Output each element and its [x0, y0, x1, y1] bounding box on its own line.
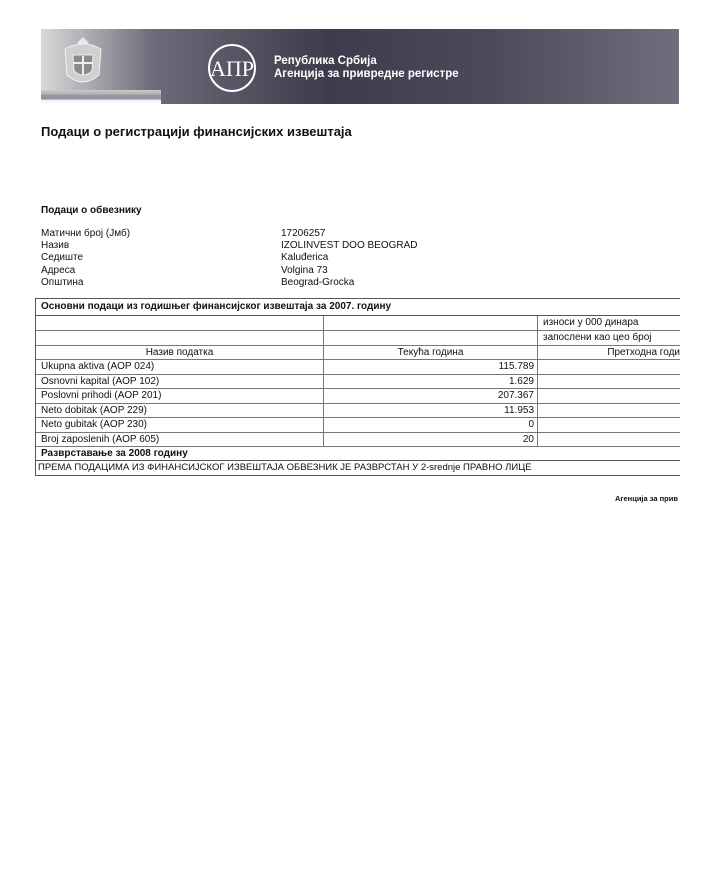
classification-title: Разврставање за 2008 годину — [36, 447, 680, 461]
row-previous-value — [538, 375, 680, 390]
obveznik-info — [41, 228, 481, 289]
row-previous-value — [538, 389, 680, 404]
row-label: Broj zaposlenih (AOP 605) — [36, 433, 324, 448]
banner-title — [274, 55, 459, 81]
empty-cell — [36, 316, 324, 331]
info-value: Beograd-Grocka — [281, 276, 355, 288]
row-current-value: 207.367 — [324, 389, 538, 404]
info-row — [41, 277, 481, 289]
info-label: Седиште — [41, 252, 84, 264]
row-label: Neto gubitak (AOP 230) — [36, 418, 324, 433]
row-previous-value — [538, 433, 680, 448]
flag-stripe — [41, 90, 161, 104]
info-value: 17206257 — [281, 228, 326, 239]
info-value: Volgina 73 — [281, 264, 328, 276]
report-title: Основни подаци из годишњег финансијског извештаја за 2007. годину — [36, 299, 680, 316]
column-header-current: Текућа година — [324, 346, 538, 360]
banner-title-line1: Република Србија — [274, 55, 377, 67]
info-label: Матични број (Јмб) — [41, 228, 131, 239]
unit-note: износи у 000 динара — [538, 316, 680, 331]
row-current-value: 0 — [324, 418, 538, 433]
row-label: Ukupna aktiva (AOP 024) — [36, 360, 324, 375]
column-header-name: Назив податка — [36, 346, 324, 360]
footer-agency: Агенција за прив — [614, 494, 678, 503]
row-current-value: 11.953 — [324, 404, 538, 419]
coat-of-arms-icon — [61, 35, 105, 91]
empty-cell — [36, 331, 324, 346]
apr-logo-icon — [207, 43, 257, 93]
info-value: Kaluđerica — [281, 252, 329, 264]
row-label: Poslovni prihodi (AOP 201) — [36, 389, 324, 404]
row-previous-value — [538, 404, 680, 419]
row-label: Osnovni kapital (AOP 102) — [36, 375, 324, 390]
info-label: Адреса — [41, 264, 76, 276]
info-value: IZOLINVEST DOO BEOGRAD — [281, 240, 418, 252]
row-current-value: 115.789 — [324, 360, 538, 375]
empty-cell — [324, 331, 538, 346]
info-row — [41, 252, 481, 264]
row-current-value: 20 — [324, 433, 538, 448]
svg-text:АПР: АПР — [209, 56, 255, 81]
row-previous-value — [538, 418, 680, 433]
banner-title-line2: Агенција за привредне регистре — [274, 68, 459, 80]
info-label: Назив — [41, 240, 70, 252]
empty-cell — [324, 316, 538, 331]
obveznik-section-title: Подаци о обвезнику — [41, 205, 142, 216]
header-banner — [41, 29, 679, 104]
info-row — [41, 228, 481, 240]
info-row — [41, 240, 481, 252]
row-previous-value — [538, 360, 680, 375]
row-current-value: 1.629 — [324, 375, 538, 390]
financial-report-table — [35, 298, 680, 476]
info-row — [41, 265, 481, 277]
page-title: Подаци о регистрацији финансијских извештаја — [41, 124, 352, 139]
classification-text: ПРЕМА ПОДАЦИМА ИЗ ФИНАНСИЈСКОГ ИЗВЕШТАЈА ОБВЕЗНИК ЈЕ РАЗВРСТАН У 2-srednje ПРАВНО ЛИЦЕ — [38, 462, 532, 473]
employees-note: запослени као цео број — [538, 331, 680, 346]
row-label: Neto dobitak (AOP 229) — [36, 404, 324, 419]
info-label: Општина — [41, 276, 84, 288]
column-header-previous: Претходна годи — [538, 346, 680, 360]
